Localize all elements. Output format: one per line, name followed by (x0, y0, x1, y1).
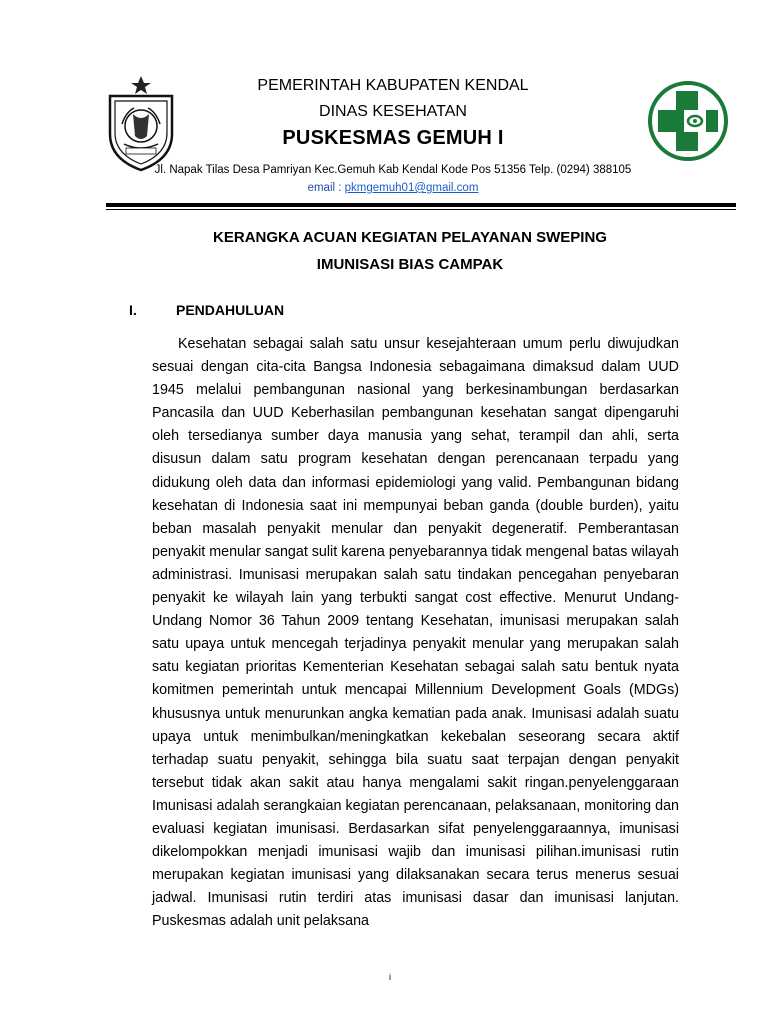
section-heading: PENDAHULUAN (176, 302, 285, 318)
kendal-regency-emblem-icon (100, 74, 182, 174)
letterhead-institution: PUSKESMAS GEMUH I (282, 127, 504, 149)
letterhead-divider-thick (106, 203, 736, 207)
letterhead-divider-thin (106, 209, 736, 210)
document-title-line-2: IMUNISASI BIAS CAMPAK (316, 256, 504, 273)
letterhead-email (40, 182, 746, 194)
letterhead-department: DINAS KESEHATAN (319, 103, 467, 120)
letterhead-government: PEMERINTAH KABUPATEN KENDAL (257, 77, 529, 94)
section-paragraph: Kesehatan sebagai salah satu unsur kesejahteraan umum perlu diwujudkan sesuai dengan cita-cita Bangsa Indonesia sebagaimana dimaksud dalam UUD 1945 melalui pembangunan nasional yang berkesinambungan berdasarkan Pancasila dan UUD Keberhasilan pembangunan kesehatan sangat dipengaruhi oleh tersedianya sumber daya manusia yang sehat, terampil dan ahli, serta disusun dalam satu program kesehatan dengan perencanaan terpadu yang didukung oleh data dan informasi epidemiologi yang valid. Pembangunan bidang kesehatan di Indonesia saat ini mempunyai beban ganda (double burden), yaitu beban masalah penyakit menular dan penyakit degeneratif. Pemberantasan penyakit menular sangat sulit karena penyebarannya tidak mengenal batas wilayah administrasi. Imunisasi merupakan salah satu tindakan pencegahan penyebaran penyakit ke wilayah lain yang terbukti sangat cost effective. Menurut Undang-Undang Nomor 36 Tahun 2009 tentang Kesehatan, imunisasi merupakan salah satu upaya untuk mencegah terjadinya penyakit menular yang merupakan salah satu kegiatan prioritas Kementerian Kesehatan sebagai salah satu bentuk nyata komitmen pemerintah untuk mencapai Millennium Development Goals (MDGs) khususnya untuk menurunkan angka kematian pada anak. Imunisasi adalah suatu upaya untuk menimbulkan/meningkatkan kekebalan seseorang secara aktif terhadap suatu penyakit, sehingga bila suatu saat terpajan dengan penyakit tersebut tidak akan sakit atau hanya mengalami sakit ringan.penyelenggaraan Imunisasi adalah serangkaian kegiatan perencanaan, pelaksanaan, monitoring dan evaluasi kegiatan imunisasi. Berdasarkan sifat penyelenggaraannya, imunisasi dikelompokkan menjadi imunisasi wajib dan imunisasi pilihan.imunisasi rutin merupakan kegiatan imunisasi yang dilaksanakan secara terus menerus sesuai jadwal. Imunisasi rutin terdiri atas imunisasi dasar dan imunisasi lanjutan. Puskesmas adalah unit pelaksana (152, 336, 679, 930)
puskesmas-cross-logo-icon (647, 80, 729, 162)
section-number: I. (129, 302, 137, 318)
email-label: email : (307, 182, 345, 194)
document-title-line-1: KERANGKA ACUAN KEGIATAN PELAYANAN SWEPING (213, 229, 607, 246)
email-link[interactable]: pkmgemuh01@gmail.com (344, 182, 479, 194)
page-number: i (389, 972, 391, 982)
letterhead-address: Jl. Napak Tilas Desa Pamriyan Kec.Gemuh Kab Kendal Kode Pos 51356 Telp. (0294) 388105 (154, 164, 632, 176)
